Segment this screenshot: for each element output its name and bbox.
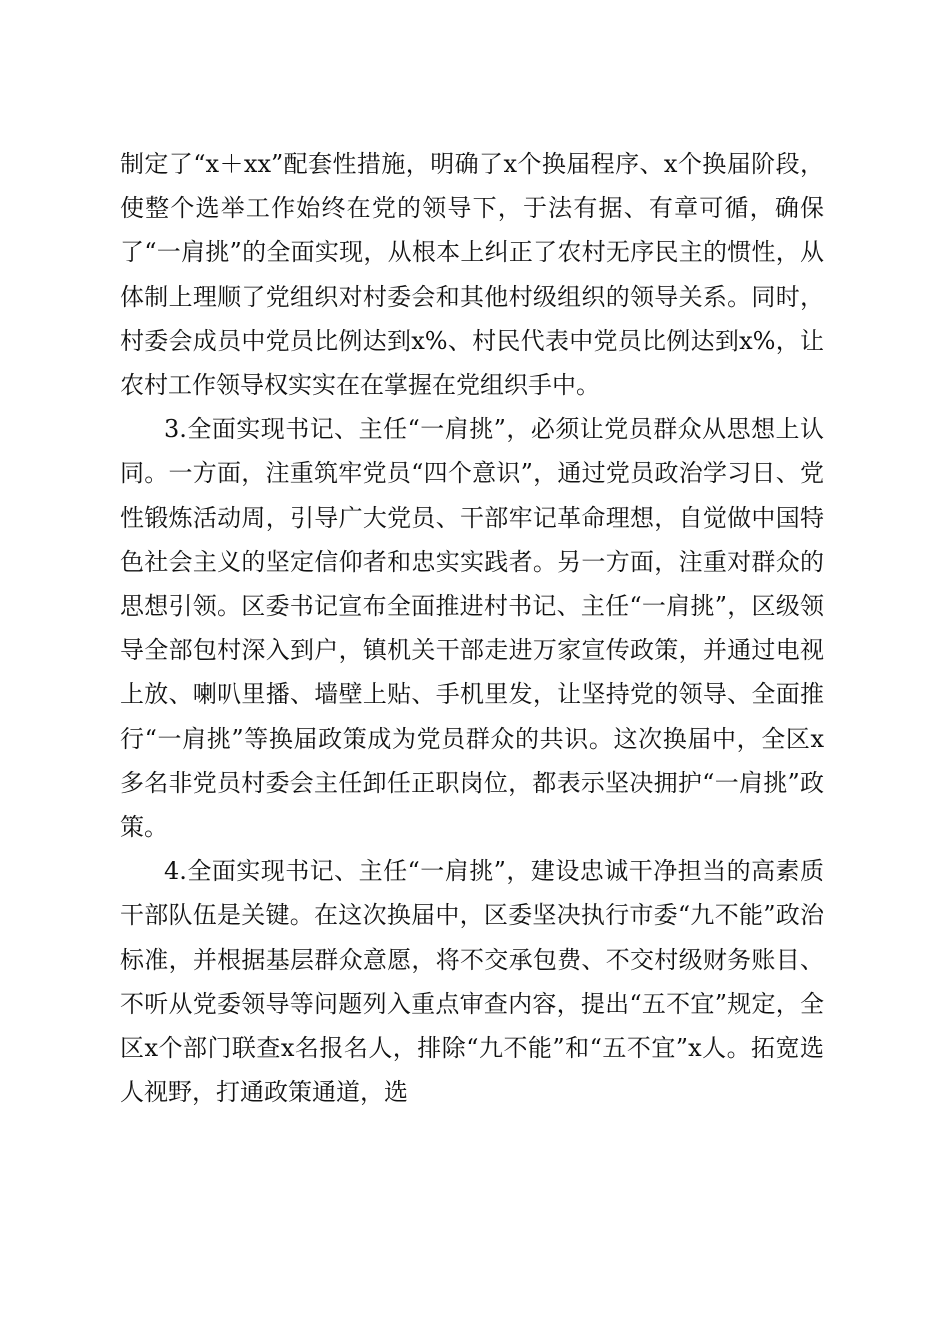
paragraph-4-cadre-team: 4.全面实现书记、主任“一肩挑”，建设忠诚干净担当的高素质干部队伍是关键。在这次换届中，区委坚决执行市委“九不能”政治标准，并根据基层群众意愿，将不交承包费、不交村级财务账目、不听从党委领导等问题列入重点审查内容，提出“五不宜”规定，全区x个部门联查x名报名人，排除“九不能”和“五不宜”x人。拓宽选人视野，打通政策通道，选: [120, 857, 824, 1107]
paragraph-continuation: 制定了“x＋xx”配套性措施，明确了x个换届程序、x个换届阶段，使整个选举工作始终在党的领导下，于法有据、有章可循，确保了“一肩挑”的全面实现，从根本上纠正了农村无序民主的惯性，从体制上理顺了党组织对村委会和其他村级组织的领导关系。同时，村委会成员中党员比例达到x%、村民代表中党员比例达到x%，让农村工作领导权实实在在掌握在党组织手中。: [120, 150, 824, 400]
paragraph-3-ideological-recognition: 3.全面实现书记、主任“一肩挑”，必须让党员群众从思想上认同。一方面，注重筑牢党员“四个意识”，通过党员政治学习日、党性锻炼活动周，引导广大党员、干部牢记革命理想，自觉做中国特色社会主义的坚定信仰者和忠实实践者。另一方面，注重对群众的思想引领。区委书记宣布全面推进村书记、主任“一肩挑”，区级领导全部包村深入到户，镇机关干部走进万家宣传政策，并通过电视上放、喇叭里播、墙壁上贴、手机里发，让坚持党的领导、全面推行“一肩挑”等换届政策成为党员群众的共识。这次换届中，全区x多名非党员村委会主任卸任正职岗位，都表示坚决拥护“一肩挑”政策。: [120, 415, 824, 842]
document-body: [120, 142, 824, 1114]
